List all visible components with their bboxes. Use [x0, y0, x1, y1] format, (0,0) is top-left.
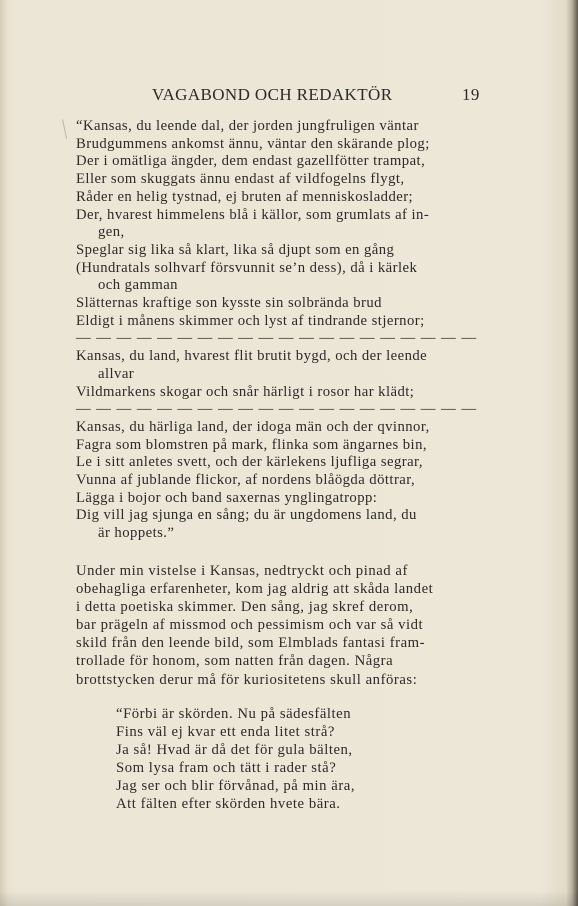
verse-line: och gamman	[98, 277, 178, 294]
poem-line: Som lysa fram och tätt i rader stå?	[116, 760, 337, 777]
verse-line: Le i sitt anletes svett, och der kärlekens ljufliga segrar,	[76, 454, 423, 471]
verse-line: Kansas, du härliga land, der idoga män och der qvinnor,	[76, 418, 430, 435]
prose-line: bar prägeln af missmod och pessimism och var så vidt	[76, 617, 424, 634]
verse-line: Eller som skuggats ännu endast af vildfogelns flygt,	[76, 171, 405, 188]
verse-separator: — — — — — — — — — — — — — — — — — — — —	[76, 401, 476, 418]
verse-line: Vildmarkens skogar och snår härligt i rosor har klädt;	[76, 383, 415, 400]
prose-line: Under min vistelse i Kansas, nedtryckt och pinad af	[76, 563, 408, 579]
poem-line: Fins väl ej kvar ett enda litet strå?	[116, 724, 335, 741]
page-number: 19	[462, 85, 480, 104]
verse-line: allvar	[98, 365, 135, 382]
verse-line: Fagra som blomstren på mark, flinka som ängarnes bin,	[76, 436, 427, 453]
poem-line: Att fälten efter skörden hvete bära.	[116, 796, 341, 813]
verse-line: gen,	[98, 224, 125, 241]
poem-line: “Förbi är skörden. Nu på sädesfälten	[116, 706, 352, 722]
verse-line: Der i omätliga ängder, dem endast gazellfötter trampat,	[76, 153, 426, 170]
verse-block	[76, 118, 486, 543]
running-head	[0, 85, 578, 109]
verse-line: Der, hvarest himmelens blå i källor, som grumlats af in-	[76, 206, 430, 223]
page-bottom-edge	[0, 890, 578, 906]
verse-line: Vunna af jublande flickor, af nordens blåögda döttrar,	[76, 472, 416, 489]
prose-line: i detta poetiska skimmer. Den sång, jag skref derom,	[76, 599, 414, 616]
verse-line: är hoppets.”	[98, 525, 175, 542]
verse-line: Brudgummens ankomst ännu, väntar den skärande plog;	[76, 135, 430, 152]
verse-line: Kansas, du land, hvarest flit brutit bygd, och der leende	[76, 348, 428, 365]
verse-line: Råder en helig tystnad, ej bruten af menniskosladder;	[76, 188, 414, 205]
prose-line: obehagliga erfarenheter, kom jag aldrig att skåda landet	[76, 581, 434, 598]
verse-separator: — — — — — — — — — — — — — — — — — — — —	[76, 330, 476, 347]
prose-line: brottstycken derur må för kuriositetens skull anföras:	[76, 671, 418, 688]
prose-line: trollade för honom, som natten från dagen. Några	[76, 653, 394, 670]
quoted-poem	[116, 705, 355, 814]
prose-paragraph	[76, 562, 478, 689]
page-left-edge	[0, 0, 7, 906]
verse-line: Slätternas kraftige son kysste sin solbrända brud	[76, 295, 382, 312]
poem-line: Ja så! Hvad är då det för gula bälten,	[116, 742, 353, 759]
verse-line: Speglar sig lika så klart, lika så djupt som en gång	[76, 241, 395, 258]
verse-line: Eldigt i månens skimmer och lyst af tindrande stjernor;	[76, 312, 425, 329]
prose-line: skild från den leende bild, som Elmblads fantasi fram-	[76, 635, 426, 652]
running-title: VAGABOND OCH REDAKTÖR	[152, 85, 393, 104]
verse-line: “Kansas, du leende dal, der jorden jungfruligen väntar	[76, 118, 419, 134]
verse-line: Lägga i bojor och band saxernas ynglingatropp:	[76, 489, 378, 506]
verse-line: (Hundratals solhvarf försvunnit se’n dess), då i kärlek	[76, 259, 418, 276]
poem-line: Jag ser och blir förvånad, på min ära,	[116, 778, 356, 795]
verse-line: Dig vill jag sjunga en sång; du är ungdomens land, du	[76, 507, 417, 524]
